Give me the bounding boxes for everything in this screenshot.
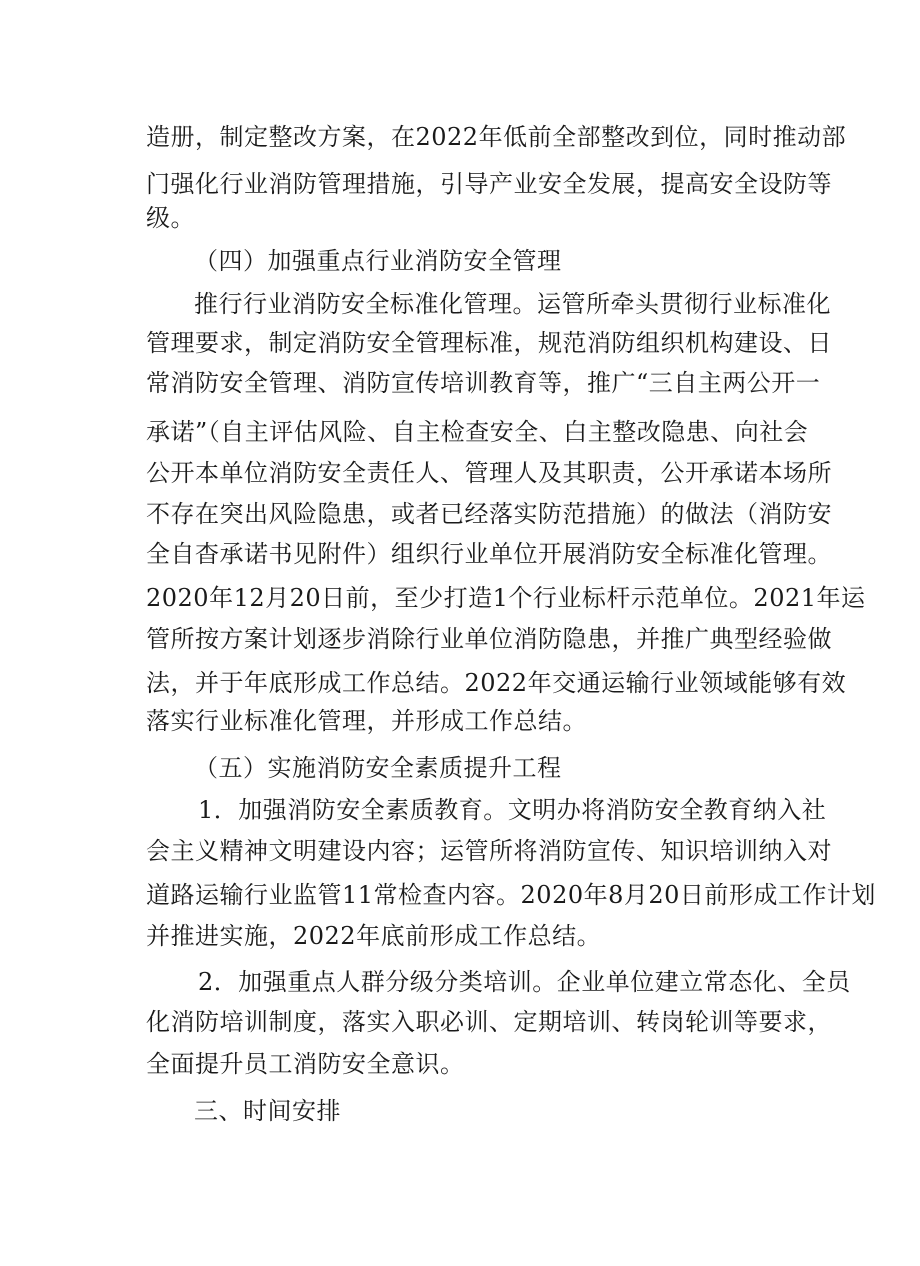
section-heading-3: 三、时间安排 — [194, 1097, 341, 1125]
paragraph-line: 2020年12月20日前，至少打造1个行业标杆示范单位。2021年运 — [146, 584, 866, 612]
paragraph-line: 并推进实施，2022年底前形成工作总结。 — [146, 922, 602, 950]
paragraph-line: 会主义精神文明建设内容；运管所将消防宣传、知识培训纳入对 — [146, 837, 832, 865]
paragraph-line: 法，并于年底形成工作总结。2022年交通运输行业领域能够有效 — [146, 669, 847, 697]
paragraph-line: 推行行业消防安全标准化管理。运管所牵头贯彻行业标准化 — [194, 290, 831, 318]
paragraph-line: 级。 — [146, 204, 195, 232]
paragraph-line: 1．加强消防安全素质教育。文明办将消防安全教育纳入社 — [198, 796, 827, 824]
paragraph-line: 承诺”（自主评估风险、自主检查安全、白主整改隐患、向社会 — [146, 418, 809, 446]
paragraph-line: 常消防安全管理、消防宣传培训教育等，推广“三自主两公开一 — [146, 369, 821, 397]
paragraph-line: 造册，制定整改方案，在2022年低前全部整改到位，同时推动部 — [146, 123, 847, 151]
section-heading-4: （四）加强重点行业消防安全管理 — [194, 247, 562, 275]
paragraph-line: 管理要求，制定消防安全管理标准，规范消防组织机构建设、日 — [146, 329, 832, 357]
paragraph-line: 化消防培训制度，落实入职必训、定期培训、转岗轮训等要求， — [146, 1008, 832, 1036]
paragraph-line: 管所按方案计划逐步消除行业单位消防隐患，并推广典型经验做 — [146, 625, 832, 653]
paragraph-line: 公开本单位消防安全责任人、管理人及其职责，公开承诺本场所 — [146, 459, 832, 487]
paragraph-line: 2．加强重点人群分级分类培训。企业单位建立常态化、全员 — [198, 968, 851, 996]
paragraph-line: 不存在突出风险隐患，或者已经落实防范措施）的做法（消防安 — [146, 500, 832, 528]
section-heading-5: （五）实施消防安全素质提升工程 — [194, 754, 562, 782]
paragraph-line: 道路运输行业监管11常检查内容。2020年8月20日前形成工作计划 — [146, 881, 876, 909]
paragraph-line: 全自杳承诺书见附件）组织行业单位开展消防安全标准化管理。 — [146, 540, 832, 568]
paragraph-line: 门强化行业消防管理措施，引导产业安全发展，提高安全设防等 — [146, 170, 832, 198]
paragraph-line: 落实行业标准化管理，并形成工作总结。 — [146, 707, 587, 735]
paragraph-line: 全面提升员工消防安全意识。 — [146, 1050, 465, 1078]
